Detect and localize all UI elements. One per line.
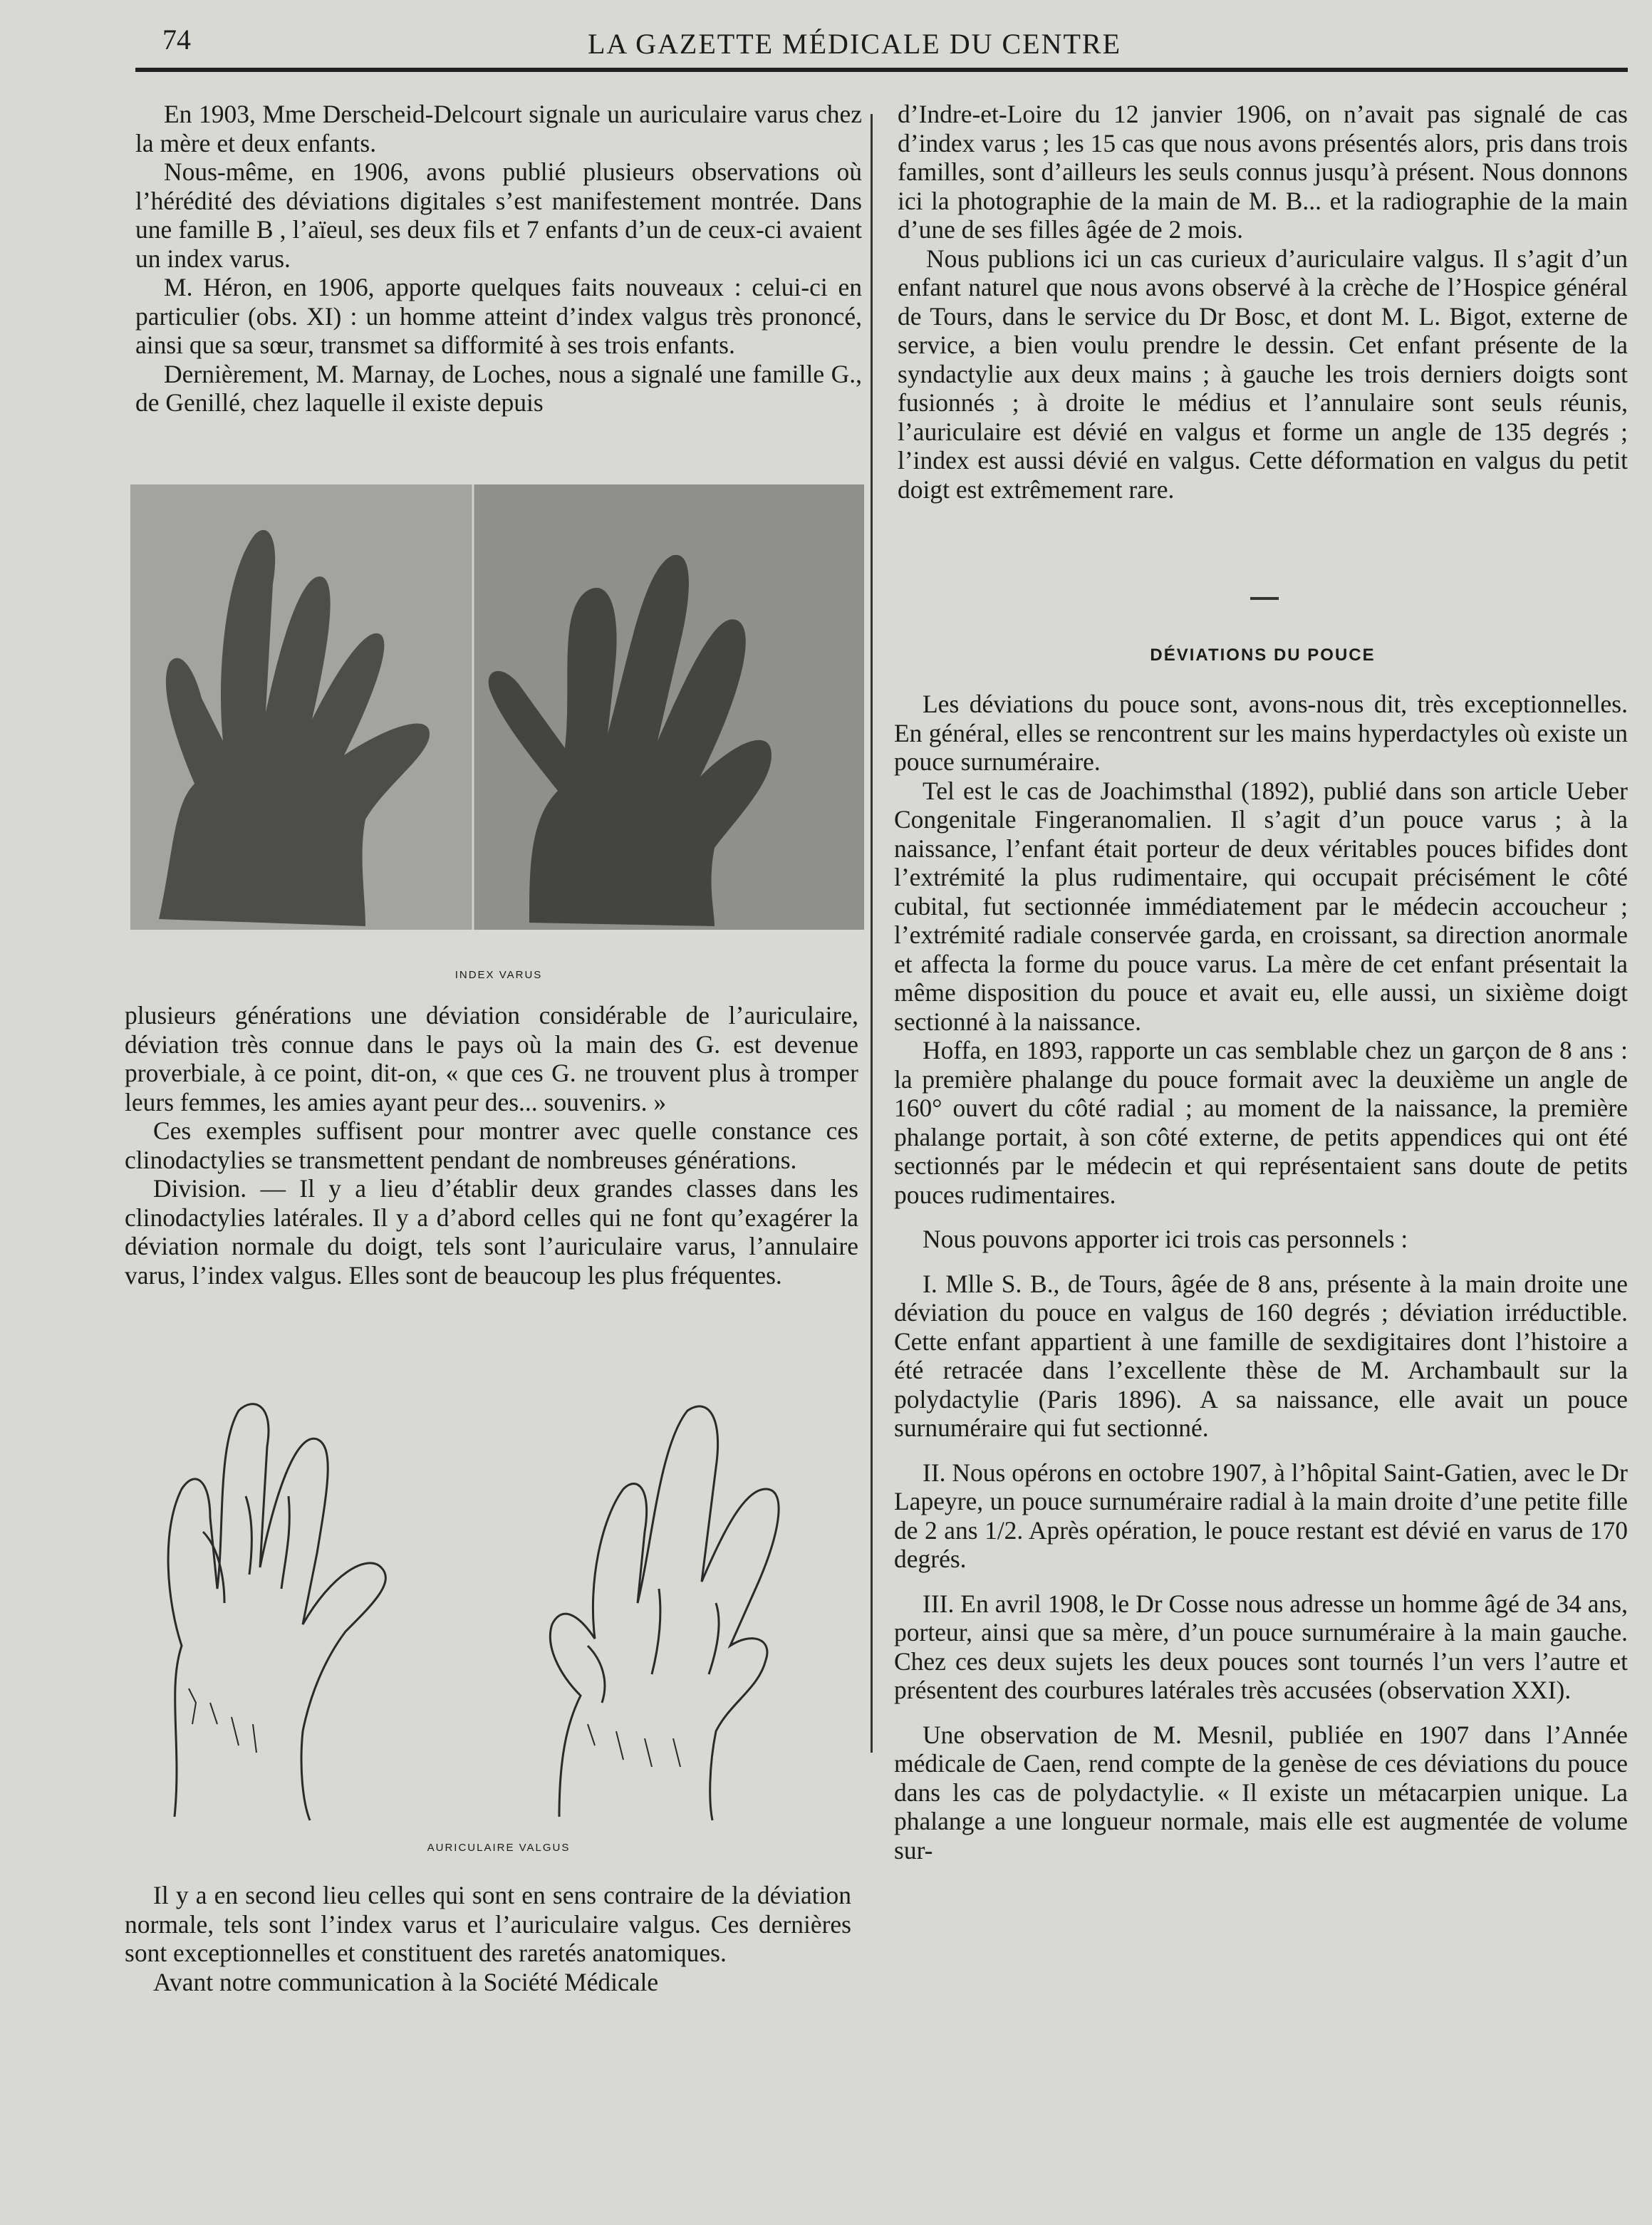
paragraph: Il y a en second lieu celles qui sont en sens contraire de la déviation normale, tels sont l’index varus et l’auriculaire valgus. Ces dernières sont exceptionnelles et constituent des raretés anatomiques. [125,1881,851,1967]
paragraph: Dernièrement, M. Marnay, de Loches, nous a signalé une famille G., de Genillé, chez laquelle il existe depuis [135,359,862,417]
paragraph: Division. — Il y a lieu d’établir deux grandes classes dans les clinodactylies latérales. Il y a d’abord celles qui ne font qu’exagérer la déviation normale du doigt, tels sont l’auriculaire varus, l’annulaire varus, l’index valgus. Elles sont de beaucoup les plus fréquentes. [125,1174,858,1290]
paragraph: Les déviations du pouce sont, avons-nous dit, très exceptionnelles. En général, elles se rencontrent sur les mains hyperdactyles où existe un pouce surnuméraire. [894,690,1628,776]
paragraph: Tel est le cas de Joachimsthal (1892), publié dans son article Ueber Congenitale Fingeranomalien. Il s’agit d’un pouce varus ; à la naissance, l’enfant était porteur de deux véritables pouces bifides dont l’extrémité la plus rudimentaire, qui occupait précisément le côté cubital, fut sectionnée immédiatement par le médecin accoucheur ; l’extrémité radiale conservée garda, en croissant, sa direction anormale et affecta la forme du pouce varus. La mère de cet enfant présentait la même disposition du pouce et avait eu, elle aussi, un sixième doigt sectionné à la naissance. [894,776,1628,1036]
left-column-middle [125,1001,858,1290]
left-column-top [135,100,862,417]
paragraph: Avant notre communication à la Société Médicale [153,1967,659,1996]
paragraph: M. Héron, en 1906, apporte quelques faits nouveaux : celui-ci en particulier (obs. XI) : un homme atteint d’index valgus très prononcé, ainsi que sa sœur, transmet sa difformité à ses trois enfants. [135,273,862,359]
index-varus-photograph [130,484,864,930]
paragraph: Nous-même, en 1906, avons publié plusieurs observations où l’hérédité des déviations digitales s’est manifestement montrée. Dans une famille B , l’aïeul, ses deux fils et 7 enfants d’un de ceux-ci avaient un index varus. [135,157,862,273]
figure-caption: INDEX VARUS [454,969,543,981]
paragraph: plusieurs générations une déviation considérable de l’auriculaire, déviation très connue dans le pays où la main des G. est devenue proverbiale, à ce point, dit-on, « que ces G. ne trouvent plus à tromper leurs femmes, les amies ayant peur des... souvenirs. » [125,1001,858,1116]
figure-caption: AURICULAIRE VALGUS [427,1842,571,1854]
paragraph: Ces exemples suffisent pour montrer avec quelle constance ces clinodactylies se transmettent pendant de nombreuses générations. [125,1116,858,1174]
left-column-bottom [125,1881,851,1996]
column-divider [871,114,873,1753]
hand-photograph-image [130,484,864,930]
header-rule [135,68,1628,72]
hand-drawing-image [160,1389,844,1824]
paragraph: II. Nous opérons en octobre 1907, à l’hôpital Saint-Gatien, avec le Dr Lapeyre, un pouce surnuméraire radial à la main droite d’une petite fille de 2 ans 1/2. Après opération, le pouce restant est dévié en varus de 170 degrés. [894,1458,1628,1573]
section-heading: DÉVIATIONS DU POUCE [1150,645,1376,665]
paragraph: d’Indre-et-Loire du 12 janvier 1906, on n’avait pas signalé de cas d’index varus ; les 15 cas que nous avons présentés alors, pris dans trois familles, sont d’ailleurs les seuls connus jusqu’à présent. Nous donnons ici la photographie de la main de M. B... et la radiographie de la main d’une de ses filles âgée de 2 mois. [898,100,1628,244]
right-column-top [898,100,1628,504]
auriculaire-valgus-drawing [160,1389,844,1824]
running-title: LA GAZETTE MÉDICALE DU CENTRE [588,28,1122,60]
section-dash [1250,597,1279,600]
paragraph: Hoffa, en 1893, rapporte un cas semblable chez un garçon de 8 ans : la première phalange du pouce formait avec la deuxième un angle de 160° ouvert du côté radial ; au moment de la naissance, la première phalange portait, à son côté externe, de petits appendices qui ont été sectionnés par le médecin et qui représentaient sans doute de petits pouces rudimentaires. [894,1036,1628,1209]
right-column-bottom [894,690,1628,1864]
paragraph: Nous pouvons apporter ici trois cas personnels : [923,1225,1408,1253]
paragraph: Nous publions ici un cas curieux d’auriculaire valgus. Il s’agit d’un enfant naturel que nous avons observé à la crèche de l’Hospice général de Tours, dans le service du Dr Bosc, et dont M. L. Bigot, externe de service, a bien voulu prendre le dessin. Cet enfant présente de la syndactylie aux deux mains ; à gauche les trois derniers doigts sont fusionnés ; à droite le médius et l’annulaire sont seuls réunis, l’auriculaire est dévié en valgus et forme un angle de 135 degrés ; l’index est aussi dévié en valgus. Cette déformation en valgus du petit doigt est extrêmement rare. [898,244,1628,504]
page-number: 74 [162,24,191,56]
paragraph: I. Mlle S. B., de Tours, âgée de 8 ans, présente à la main droite une déviation du pouce en valgus de 160 degrés ; déviation irréductible. Cette enfant appartient à une famille de sexdigitaires dont l’histoire a été retracée dans l’excellente thèse de M. Archambault sur la polydactylie (Paris 1896). A sa naissance, elle avait un pouce surnuméraire qui fut sectionné. [894,1269,1628,1442]
paragraph: Une observation de M. Mesnil, publiée en 1907 dans l’Année médicale de Caen, rend compte de la genèse de ces déviations du pouce dans les cas de polydactylie. « Il existe un métacarpien unique. La phalange a une longueur normale, mais elle est augmentée de volume sur- [894,1720,1628,1864]
paragraph: En 1903, Mme Derscheid-Delcourt signale un auriculaire varus chez la mère et deux enfants. [135,100,862,157]
paragraph: III. En avril 1908, le Dr Cosse nous adresse un homme âgé de 34 ans, porteur, ainsi que sa mère, d’un pouce surnuméraire à la main gauche. Chez ces deux sujets les deux pouces sont tournés l’un vers l’autre et présentent des courbures latérales très accusées (observation XXI). [894,1589,1628,1704]
